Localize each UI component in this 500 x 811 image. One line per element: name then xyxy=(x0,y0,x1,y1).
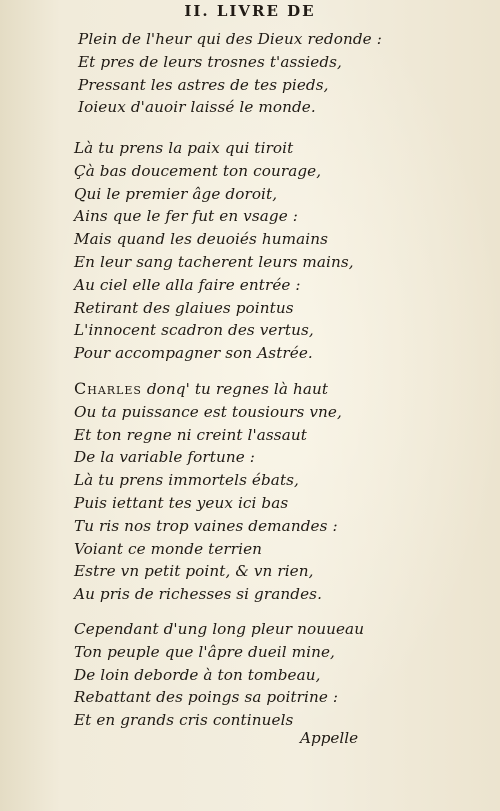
catchword: Appelle xyxy=(300,729,359,747)
verse-line: De la variable fortune : xyxy=(74,448,255,467)
verse-line: De loin deborde à ton tombeau, xyxy=(74,665,321,684)
stanza xyxy=(74,618,484,732)
verse-line: Là tu prens immortels ébats, xyxy=(74,471,299,490)
verse-line xyxy=(74,378,484,401)
verse-line: Puis iettant tes yeux ici bas xyxy=(74,493,289,512)
stanza xyxy=(78,28,488,119)
verse-line: Retirant des glaiues pointus xyxy=(74,298,294,317)
verse-line: En leur sang tacherent leurs mains, xyxy=(74,252,354,271)
stanza xyxy=(74,137,484,365)
verse-line: Et ton regne ni creint l'assaut xyxy=(74,425,307,444)
stanza xyxy=(74,378,484,606)
verse-line: Qui le premier âge doroit, xyxy=(74,184,278,203)
verse-line: Tu ris nos trop vaines demandes : xyxy=(74,516,338,535)
verse-line: Cependant d'ung long pleur nouueau xyxy=(74,620,365,638)
stanza-lead-word: Charles xyxy=(74,379,142,398)
verse-line: Et pres de leurs trosnes t'assieds, xyxy=(78,52,342,71)
verse-line: Au ciel elle alla faire entrée : xyxy=(74,275,301,294)
verse-line: Ains que le fer fut en vsage : xyxy=(74,207,298,226)
verse-line: L'innocent scadron des vertus, xyxy=(74,321,314,340)
verse-line: Ton peuple que l'âpre dueil mine, xyxy=(74,642,335,661)
verse-line: Là tu prens la paix qui tiroit xyxy=(74,139,294,157)
verse-line: Mais quand les deuoiés humains xyxy=(74,230,328,249)
verse-line: Voiant ce monde terrien xyxy=(74,539,263,558)
verse-line: Ou ta puissance est tousiours vne, xyxy=(74,402,342,421)
verse-line: Çà bas doucement ton courage, xyxy=(74,161,322,180)
verse-line: Estre vn petit point, & vn rien, xyxy=(74,562,314,581)
verse-line: Ioieux d'auoir laissé le monde. xyxy=(78,98,316,117)
verse-line: Plein de l'heur qui des Dieux redonde : xyxy=(78,30,382,48)
verse-line-rest: donq' tu regnes là haut xyxy=(141,380,329,398)
verse-line: Pressant les astres de tes pieds, xyxy=(78,75,329,94)
verse-line: Et en grands cris continuels xyxy=(74,711,294,730)
running-title: II. LIVRE DE xyxy=(184,2,316,20)
verse-line: Pour accompagner son Astrée. xyxy=(74,344,313,363)
verse-line: Au pris de richesses si grandes. xyxy=(74,585,322,604)
verse-line: Rebattant des poings sa poitrine : xyxy=(74,688,339,707)
